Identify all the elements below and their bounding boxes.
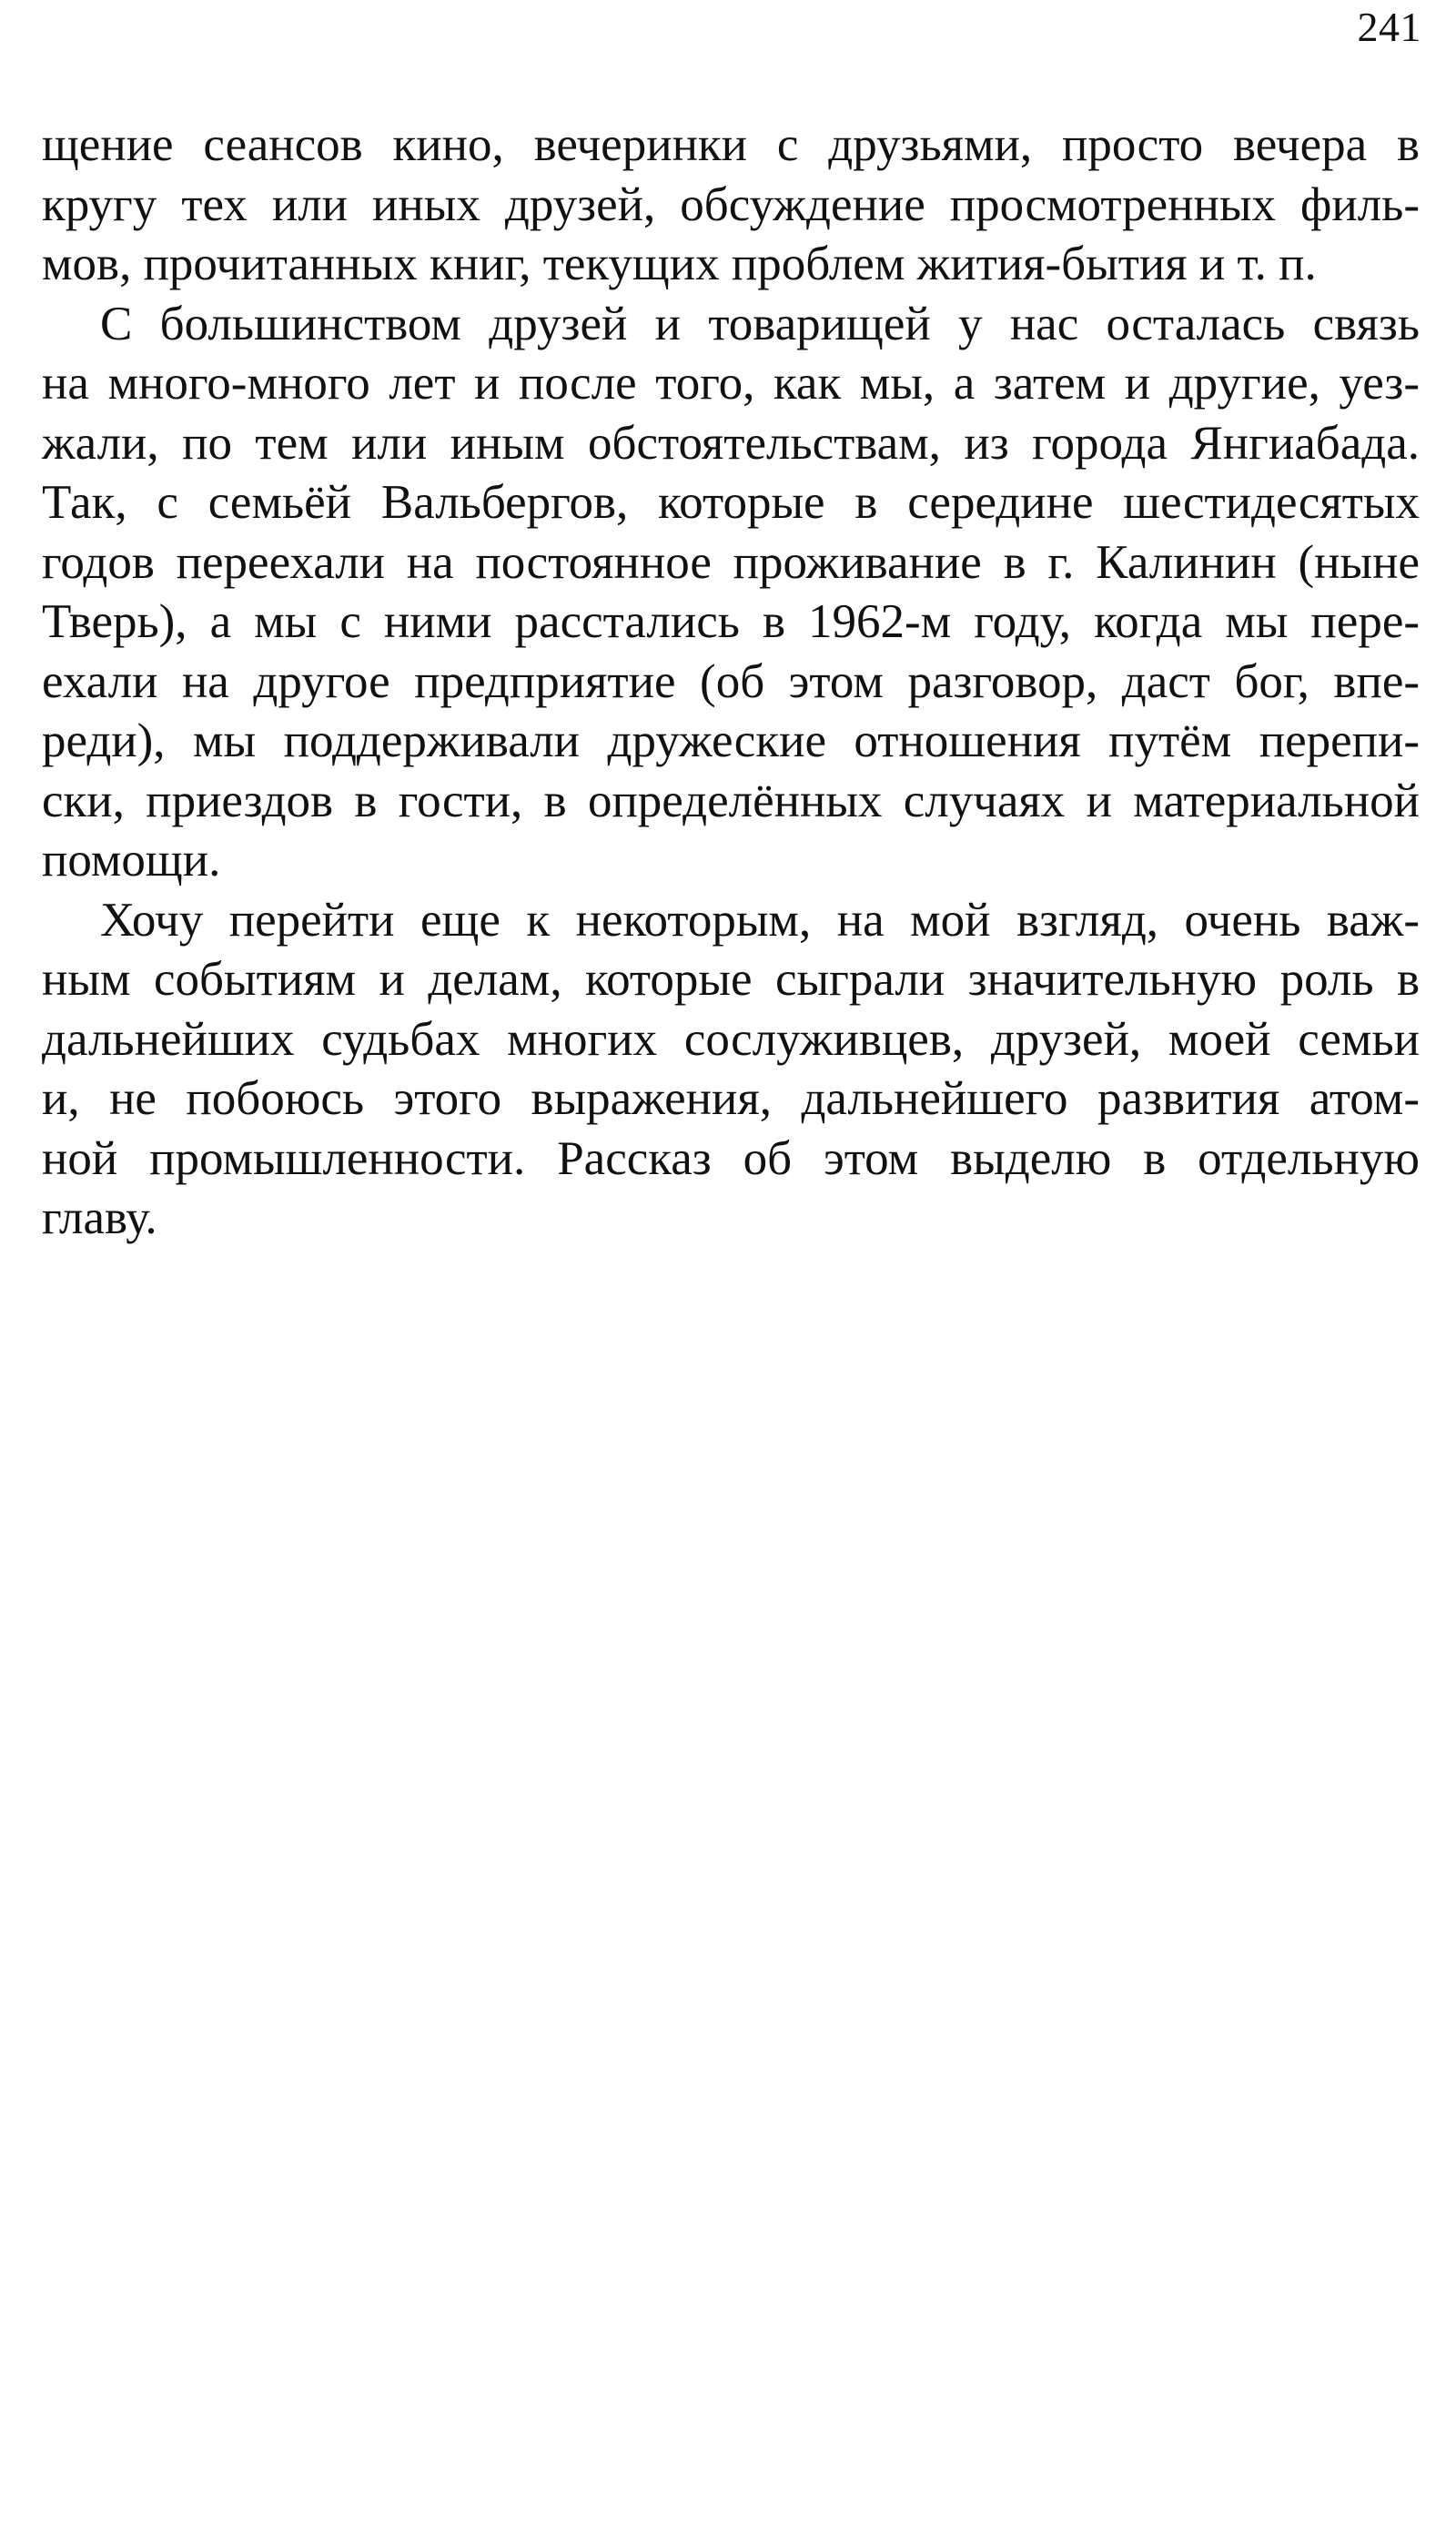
text-line: Хочу перейти еще к некоторым, на мой взгляд, очень важ- xyxy=(100,893,1420,947)
text-line: ски, приездов в гости, в определённых случаях и материальной xyxy=(42,774,1420,827)
text-line: ной промышленности. Рассказ об этом выделю в отдельную xyxy=(42,1131,1420,1185)
paragraph-1 xyxy=(42,116,1420,295)
text-line: мов, прочитанных книг, текущих проблем жития-бытия и т. п. xyxy=(42,238,1317,290)
text-line: ехали на другое предприятие (об этом разговор, даст бог, впе- xyxy=(42,654,1420,708)
text-line: годов переехали на постоянное проживание в г. Калинин (ныне xyxy=(42,535,1420,589)
text-line: жали, по тем или иным обстоятельствам, из города Янгиабада. xyxy=(42,416,1420,470)
text-line: дальнейших судьбах многих сослуживцев, друзей, моей семьи xyxy=(42,1012,1420,1066)
text-line: на много-много лет и после того, как мы, а затем и другие, уез- xyxy=(42,357,1420,410)
text-line: ным событиям и делам, которые сыграли значительную роль в xyxy=(42,953,1420,1006)
text-line: Так, с семьёй Вальбергов, которые в середине шестидесятых xyxy=(42,476,1420,529)
body-text xyxy=(42,116,1420,1249)
paragraph-3 xyxy=(42,891,1420,1249)
text-line: главу. xyxy=(42,1191,157,1244)
paragraph-2 xyxy=(42,295,1420,891)
text-line: и, не побоюсь этого выражения, дальнейшего развития атом- xyxy=(42,1072,1420,1125)
text-line: щение сеансов кино, вечеринки с друзьями, просто вечера в xyxy=(42,118,1420,171)
text-line: кругу тех или иных друзей, обсуждение просмотренных филь- xyxy=(42,177,1420,231)
page-number: 241 xyxy=(1357,4,1421,50)
text-line: реди), мы поддерживали дружеские отношения путём перепи- xyxy=(42,714,1420,767)
text-line: помощи. xyxy=(42,834,221,887)
text-line: С большинством друзей и товарищей у нас осталась связь xyxy=(100,297,1420,350)
text-line: Тверь), а мы с ними расстались в 1962-м году, когда мы пере- xyxy=(42,595,1420,648)
